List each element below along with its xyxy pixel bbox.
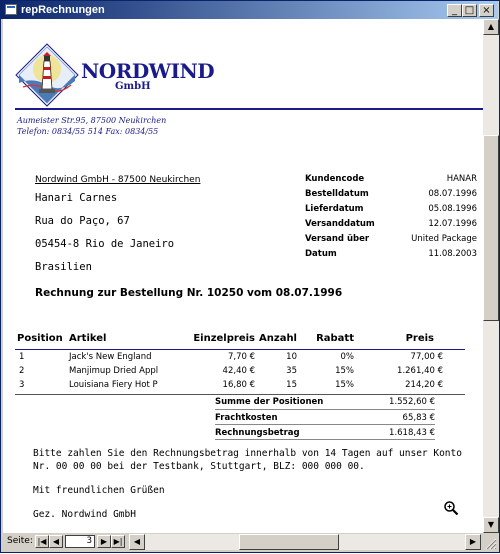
resize-grip[interactable] — [483, 535, 497, 549]
minimize-button[interactable]: _ — [447, 4, 462, 17]
cell-preis: 214,20 € — [405, 380, 443, 390]
cell-anzahl: 15 — [286, 380, 297, 390]
scroll-up-button[interactable]: ▲ — [483, 19, 499, 35]
table-header — [3, 333, 483, 347]
info-label: Kundencode — [305, 174, 365, 184]
total-row — [215, 410, 435, 425]
maximize-button[interactable]: □ — [462, 4, 477, 17]
col-preis: Preis — [405, 333, 434, 344]
info-row — [305, 204, 477, 219]
table-row — [3, 380, 483, 393]
col-rabatt: Rabatt — [316, 333, 354, 344]
cell-position: 1 — [19, 352, 25, 362]
cell-artikel: Manjimup Dried Appl — [69, 366, 159, 376]
order-info — [305, 174, 477, 264]
last-page-button[interactable]: ▶| — [111, 535, 125, 548]
greeting: Mit freundlichen Grüßen — [33, 485, 165, 496]
table-header-line — [15, 349, 465, 350]
vertical-scrollbar[interactable] — [483, 19, 499, 533]
payment-line-1: Bitte zahlen Sie den Rechnungsbetrag innerhalb von 14 Tagen auf unser Konto — [33, 448, 462, 459]
cell-rabatt: 0% — [340, 352, 354, 362]
lighthouse-logo-icon — [15, 43, 79, 107]
window-icon — [5, 4, 17, 15]
total-label: Frachtkosten — [215, 413, 278, 423]
col-anzahl: Anzahl — [259, 333, 297, 344]
info-row — [305, 174, 477, 189]
totals-block — [215, 395, 435, 440]
zoom-icon[interactable] — [443, 500, 459, 516]
header-divider — [15, 108, 483, 110]
previous-page-button[interactable]: ◀ — [49, 535, 63, 548]
info-label: Lieferdatum — [305, 204, 364, 214]
vertical-scroll-thumb[interactable] — [483, 135, 499, 321]
info-label: Bestelldatum — [305, 189, 369, 199]
horizontal-scroll-thumb[interactable] — [239, 534, 339, 550]
info-value: 12.07.1996 — [428, 219, 477, 229]
navigation-bar — [1, 533, 498, 551]
cell-preis: 1.261,40 € — [397, 366, 443, 376]
total-label: Rechnungsbetrag — [215, 428, 300, 438]
info-value: United Package — [411, 234, 477, 244]
recipient-name: Hanari Carnes — [35, 192, 118, 204]
cell-anzahl: 10 — [286, 352, 297, 362]
total-row — [215, 425, 435, 440]
cell-rabatt: 15% — [335, 366, 354, 376]
info-value: HANAR — [446, 174, 477, 184]
logo-name: NORDWIND — [81, 59, 215, 83]
info-row — [305, 219, 477, 234]
col-artikel: Artikel — [69, 333, 107, 344]
info-row — [305, 234, 477, 249]
recipient-country: Brasilien — [35, 261, 92, 273]
scroll-right-button[interactable]: ▶ — [465, 534, 481, 550]
cell-einzelpreis: 7,70 € — [227, 352, 255, 362]
cell-artikel: Jack's New England — [69, 352, 152, 362]
total-value: 65,83 € — [402, 413, 435, 423]
col-einzelpreis: Einzelpreis — [193, 333, 255, 344]
invoice-heading: Rechnung zur Bestellung Nr. 10250 vom 08.07.1996 — [35, 287, 343, 299]
scroll-down-button[interactable]: ▼ — [483, 517, 499, 533]
horizontal-scrollbar[interactable] — [129, 534, 481, 550]
next-page-button[interactable]: ▶ — [97, 535, 111, 548]
recipient-city: 05454-8 Rio de Janeiro — [35, 238, 175, 250]
report-page — [3, 19, 483, 533]
info-value: 11.08.2003 — [428, 249, 477, 259]
signature: Gez. Nordwind GmbH — [33, 509, 136, 520]
cell-artikel: Louisiana Fiery Hot P — [69, 380, 158, 390]
cell-einzelpreis: 16,80 € — [222, 380, 255, 390]
cell-anzahl: 35 — [286, 366, 297, 376]
logo-sub: GmbH — [115, 81, 151, 92]
info-label: Datum — [305, 249, 337, 259]
sender-line: Nordwind GmbH - 87500 Neukirchen — [35, 175, 201, 185]
cell-preis: 77,00 € — [410, 352, 443, 362]
page-number-input[interactable]: 3 — [65, 535, 95, 548]
scroll-left-button[interactable]: ◀ — [129, 534, 145, 550]
total-value: 1.552,60 € — [389, 397, 435, 407]
title-bar[interactable] — [1, 1, 498, 19]
info-value: 08.07.1996 — [428, 189, 477, 199]
total-label: Summe der Positionen — [215, 397, 324, 407]
window-title: repRechnungen — [21, 4, 105, 16]
cell-einzelpreis: 42,40 € — [222, 366, 255, 376]
company-phone: Telefon: 0834/55 514 Fax: 0834/55 — [17, 127, 159, 136]
recipient-street: Rua do Paço, 67 — [35, 215, 130, 227]
info-value: 05.08.1996 — [428, 204, 477, 214]
cell-position: 3 — [19, 380, 25, 390]
page-label: Seite: — [7, 536, 33, 546]
company-address: Aumeister Str.95, 87500 Neukirchen — [17, 116, 167, 125]
close-button[interactable]: × — [479, 4, 494, 17]
info-label: Versanddatum — [305, 219, 375, 229]
col-position: Position — [17, 333, 63, 344]
first-page-button[interactable]: |◀ — [35, 535, 49, 548]
cell-rabatt: 15% — [335, 380, 354, 390]
table-row — [3, 352, 483, 365]
total-value: 1.618,43 € — [389, 428, 435, 438]
info-label: Versand über — [305, 234, 370, 244]
info-row — [305, 249, 477, 264]
cell-position: 2 — [19, 366, 25, 376]
total-row — [215, 395, 435, 410]
table-row — [3, 366, 483, 379]
info-row — [305, 189, 477, 204]
payment-line-2: Nr. 00 00 00 bei der Testbank, Stuttgart, BLZ: 000 000 00. — [33, 461, 365, 472]
